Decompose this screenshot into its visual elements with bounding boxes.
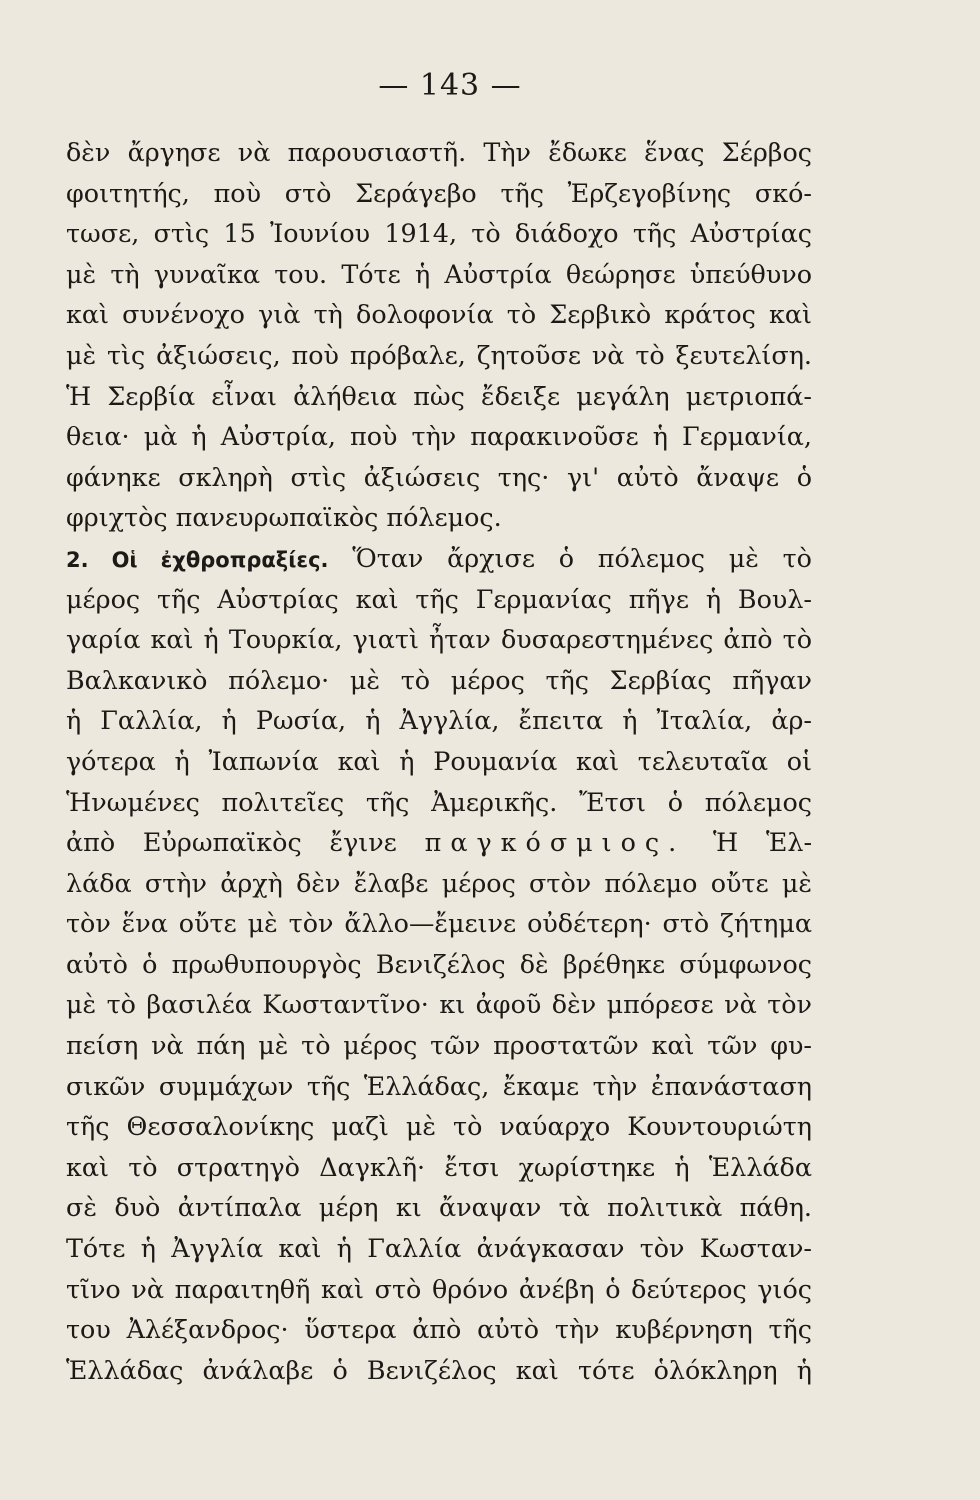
line-suffix: Ἡ Ἑλ- (713, 827, 812, 858)
text-line: καὶ τὸ στρατηγὸ Δαγκλῆ· ἔτσι χωρίστηκε ἡ Ἑλλάδα (66, 1151, 812, 1182)
section-heading: 2. Οἱ ἐχθροπραξίες. (66, 547, 329, 572)
text-line: Ἡνωμένες πολιτεῖες τῆς Ἀμερικῆς. Ἔτσι ὁ πόλεμος (66, 786, 812, 817)
text-line: ἡ Γαλλία, ἡ Ρωσία, ἡ Ἀγγλία, ἔπειτα ἡ Ἰταλία, ἀρ- (66, 705, 812, 736)
section-line-text: Ὅταν ἄρχισε ὁ πόλεμος μὲ τὸ (352, 542, 812, 573)
text-line: λάδα στὴν ἀρχὴ δὲν ἔλαβε μέρος στὸν πόλεμο οὔτε μὲ (66, 867, 812, 898)
text-line: τὸν ἕνα οὔτε μὲ τὸν ἄλλο—ἔμεινε οὐδέτερη· στὸ ζήτημα (66, 908, 812, 939)
text-line: καὶ συνένοχο γιὰ τὴ δολοφονία τὸ Σερβικὸ κράτος καὶ (66, 299, 812, 330)
text-line: Τότε ἡ Ἀγγλία καὶ ἡ Γαλλία ἀνάγκασαν τὸν Κωσταν- (66, 1233, 812, 1264)
text-line: Ἡ Σερβία εἶναι ἀλήθεια πὼς ἔδειξε μεγάλη μετριοπά- (66, 380, 812, 411)
text-line: φριχτὸς πανευρωπαϊκὸς πόλεμος. (66, 502, 502, 533)
text-line: αὐτὸ ὁ πρωθυπουργὸς Βενιζέλος δὲ βρέθηκε σύμφωνος (66, 948, 812, 979)
emphasized-word: παγκόσμιος. (424, 827, 686, 858)
line-prefix: ἀπὸ Εὐρωπαϊκὸς ἔγινε (66, 827, 397, 858)
text-line: δὲν ἄργησε νὰ παρουσιαστῆ. Τὴν ἔδωκε ἕνας Σέρβος (66, 137, 812, 167)
text-line: μέρος τῆς Αὐστρίας καὶ τῆς Γερμανίας πῆγε ἡ Βουλ- (66, 583, 812, 614)
text-line: πείση νὰ πάη μὲ τὸ μέρος τῶν προστατῶν καὶ τῶν φυ- (66, 1030, 812, 1061)
text-line: τῖνο νὰ παραιτηθῆ καὶ στὸ θρόνο ἀνέβη ὁ δεύτερος γιός (66, 1273, 812, 1304)
text-line: θεια· μὰ ἡ Αὐστρία, ποὺ τὴν παρακινοῦσε ἡ Γερμανία, (66, 421, 812, 452)
text-line: τωσε, στὶς 15 Ἰουνίου 1914, τὸ διάδοχο τῆς Αὐστρίας (66, 218, 812, 249)
text-line: μὲ τὸ βασιλέα Κωσταντῖνο· κι ἀφοῦ δὲν μπόρεσε νὰ τὸν (66, 989, 812, 1020)
text-line: Ἑλλάδας ἀνάλαβε ὁ Βενιζέλος καὶ τότε ὁλόκληρη ἡ (66, 1354, 812, 1385)
text-line: του Ἀλέξανδρος· ὕστερα ἀπὸ αὐτὸ τὴν κυβέρνηση τῆς (66, 1314, 812, 1345)
text-line: σικῶν συμμάχων τῆς Ἑλλάδας, ἔκαμε τὴν ἐπανάσταση (66, 1070, 812, 1101)
page-number: — 143 — (378, 68, 522, 103)
text-line: φοιτητής, ποὺ στὸ Σεράγεβο τῆς Ἐρζεγοβίνης σκό- (66, 177, 812, 208)
text-line: τῆς Θεσσαλονίκης μαζὶ μὲ τὸ ναύαρχο Κουντουριώτη (66, 1111, 812, 1142)
text-line: γαρία καὶ ἡ Τουρκία, γιατὶ ἦταν δυσαρεστημένες ἀπὸ τὸ (66, 624, 812, 655)
text-line: μὲ τὶς ἀξιώσεις, ποὺ πρόβαλε, ζητοῦσε νὰ τὸ ξευτελίση. (66, 339, 812, 370)
text-line: γότερα ἡ Ἰαπωνία καὶ ἡ Ρουμανία καὶ τελευταῖα οἱ (66, 745, 812, 776)
text-line: μὲ τὴ γυναῖκα του. Τότε ἡ Αὐστρία θεώρησε ὑπεύθυνο (66, 258, 812, 289)
body-text (66, 132, 812, 1390)
text-line: σὲ δυὸ ἀντίπαλα μέρη κι ἄναψαν τὰ πολιτικὰ πάθη. (66, 1192, 812, 1223)
section-first-line (66, 538, 812, 579)
spaced-emphasis-line (66, 822, 812, 863)
text-line: φάνηκε σκληρὴ στὶς ἀξιώσεις της· γι' αὐτὸ ἄναψε ὁ (66, 461, 812, 492)
text-line: Βαλκανικὸ πόλεμο· μὲ τὸ μέρος τῆς Σερβίας πῆγαν (66, 664, 812, 695)
